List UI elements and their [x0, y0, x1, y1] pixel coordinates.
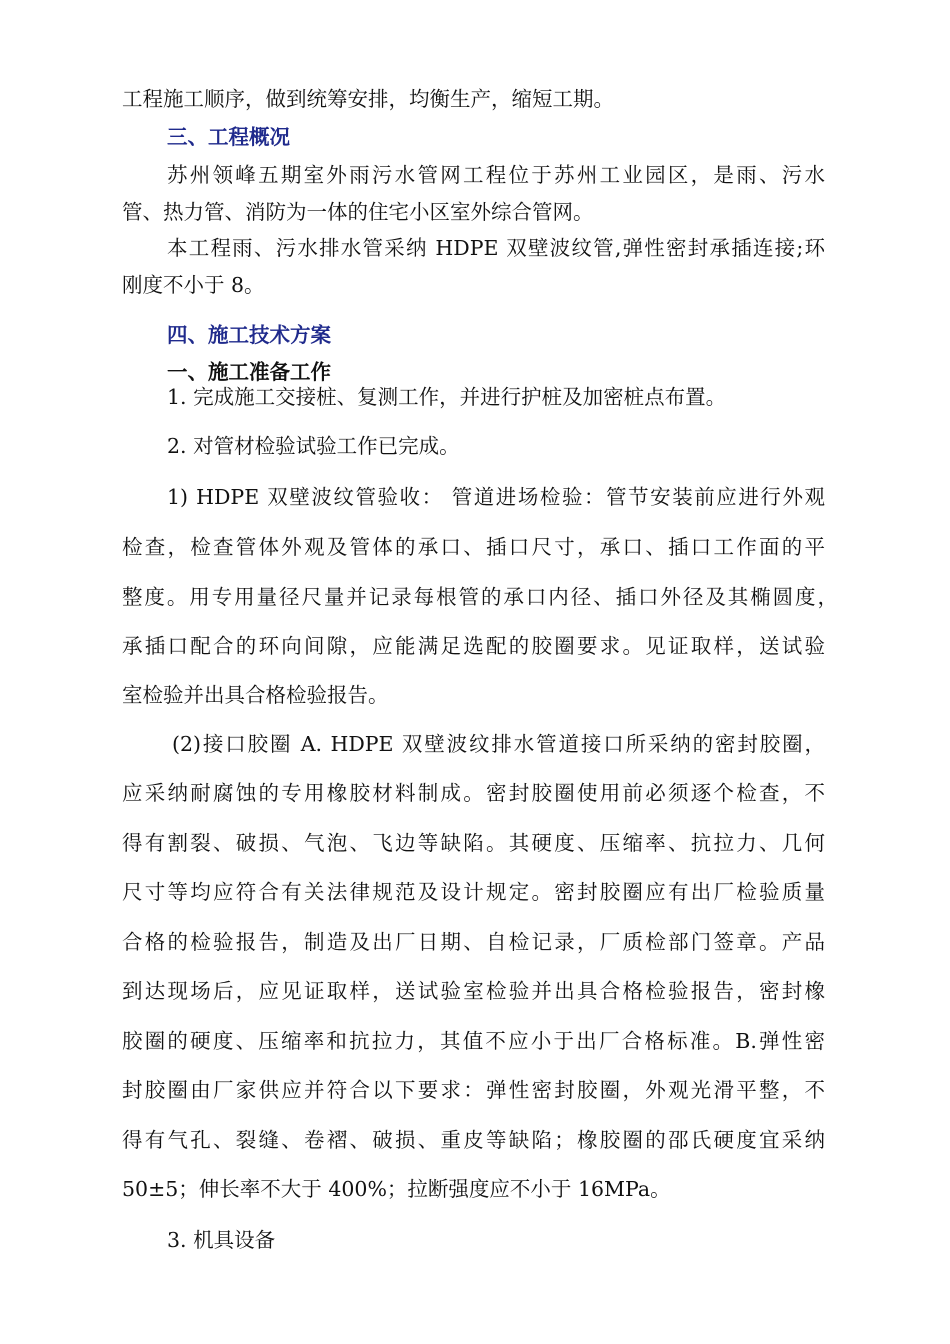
paragraph-line: 3. 机具设备 — [167, 1228, 276, 1252]
paragraph-line: 承插口配合的环向间隙，应能满足选配的胶圈要求。见证取样，送试验 — [122, 634, 825, 658]
paragraph-line: 整度。用专用量径尺量并记录每根管的承口内径、插口外径及其椭圆度， — [122, 585, 838, 609]
paragraph-line: 本工程雨、污水排水管采纳 HDPE 双壁波纹管,弹性密封承插连接;环 — [167, 236, 825, 260]
paragraph-line: 1) HDPE 双壁波纹管验收： 管道进场检验：管节安装前应进行外观 — [167, 485, 825, 509]
paragraph-line: 2. 对管材检验试验工作已完成。 — [167, 434, 460, 458]
paragraph-line: 到达现场后，应见证取样，送试验室检验并出具合格检验报告，密封橡 — [122, 979, 825, 1003]
paragraph-line: 检查，检查管体外观及管体的承口、插口尺寸，承口、插口工作面的平 — [122, 535, 825, 559]
paragraph-line: (2)接口胶圈 A. HDPE 双壁波纹排水管道接口所采纳的密封胶圈， — [172, 732, 825, 756]
paragraph-line: 胶圈的硬度、压缩率和抗拉力，其值不应小于出厂合格标准。B.弹性密 — [122, 1029, 825, 1053]
paragraph-line: 得有气孔、裂缝、卷褶、破损、重皮等缺陷；橡胶圈的邵氏硬度宜采纳 — [122, 1128, 825, 1152]
subsection-heading-prep: 一、施工准备工作 — [167, 360, 331, 384]
paragraph-line: 刚度不小于 8。 — [122, 273, 265, 297]
paragraph-line: 苏州领峰五期室外雨污水管网工程位于苏州工业园区，是雨、污水 — [167, 163, 825, 187]
paragraph-line: 尺寸等均应符合有关法律规范及设计规定。密封胶圈应有出厂检验质量 — [122, 880, 825, 904]
paragraph-line: 室检验并出具合格检验报告。 — [122, 683, 389, 707]
paragraph-line: 1. 完成施工交接桩、复测工作，并进行护桩及加密桩点布置。 — [167, 385, 727, 409]
paragraph-line: 封胶圈由厂家供应并符合以下要求：弹性密封胶圈，外观光滑平整，不 — [122, 1078, 825, 1102]
paragraph-line: 管、热力管、消防为一体的住宅小区室外综合管网。 — [122, 200, 594, 224]
section-heading-overview: 三、工程概况 — [167, 125, 290, 149]
paragraph-line: 应采纳耐腐蚀的专用橡胶材料制成。密封胶圈使用前必须逐个检查，不 — [122, 781, 825, 805]
paragraph-line: 50±5；伸长率不大于 400%；拉断强度应不小于 16MPa。 — [122, 1177, 671, 1201]
paragraph-line: 得有割裂、破损、气泡、飞边等缺陷。其硬度、压缩率、抗拉力、几何 — [122, 831, 825, 855]
paragraph-line: 工程施工顺序，做到统筹安排，均衡生产，缩短工期。 — [122, 87, 614, 111]
paragraph-line: 合格的检验报告，制造及出厂日期、自检记录，厂质检部门签章。产品 — [122, 930, 825, 954]
section-heading-plan: 四、施工技术方案 — [167, 323, 331, 347]
